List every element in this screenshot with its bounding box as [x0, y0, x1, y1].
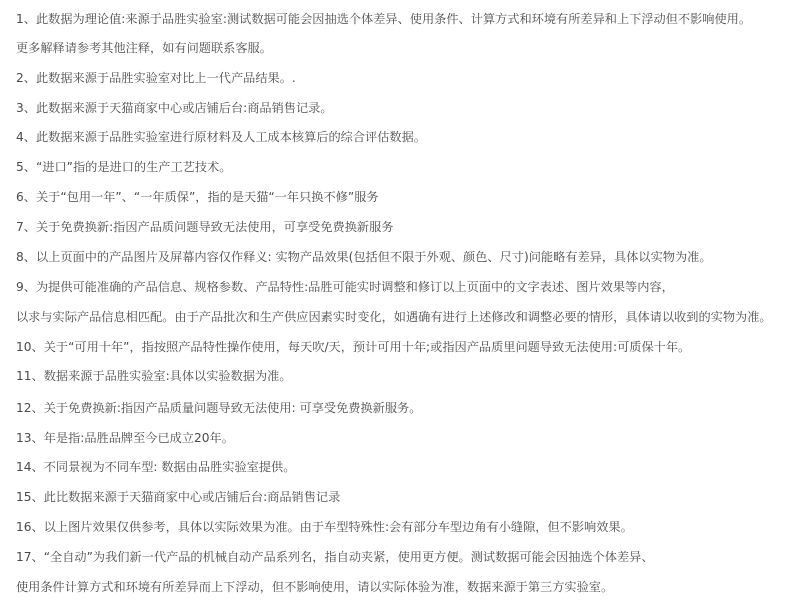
note-line-15: 15、此比数据来源于天猫商家中心或店铺后台:商品销售记录 — [16, 490, 341, 504]
note-line-4: 4、此数据来源于品胜实验室进行原材料及人工成本核算后的综合评估数据。 — [16, 130, 426, 144]
note-line-8: 8、以上页面中的产品图片及屏幕内容仅作释义: 实物产品效果(包括但不限于外观、颜色、尺寸)问能略有差异，具体以实物为准。 — [16, 250, 712, 264]
note-line-13: 13、年是指:品胜品牌至今已成立20年。 — [16, 431, 234, 445]
note-line-17-cont: 使用条件计算方式和环境有所差异而上下浮动，但不影响使用，请以实际体验为准，数据来源于第三方实验室。 — [16, 580, 614, 594]
note-line-1: 1、此数据为理论值:来源于品胜实验室:测试数据可能会因抽选个体差异、使用条件、计算方式和环境有所差异和上下浮动但不影响使用。 — [16, 12, 752, 26]
note-line-3: 3、此数据来源于天猫商家中心或店铺后台:商品销售记录。 — [16, 101, 333, 115]
note-line-6: 6、关于“包用一年”、“一年质保”，指的是天猫“一年只换不修”服务 — [16, 190, 379, 204]
note-line-9: 9、为提供可能准确的产品信息、规格参数、产品特性:品胜可能实时调整和修订以上页面中的文字表述、图片效果等内容， — [16, 280, 674, 294]
note-line-7: 7、关于免费换新:指因产品质问题导致无法使用，可享受免费换新服务 — [16, 220, 394, 234]
note-line-10: 10、关于“可用十年”，指按照产品特性操作使用，每天吹/天，预计可用十年;或指因产品质里问题导致无法使用:可质保十年。 — [16, 340, 691, 354]
note-line-14: 14、不同景视为不同车型: 数据由品胜实验室提供。 — [16, 460, 296, 474]
note-line-9-cont: 以求与实际产品信息相匹配。由于产品批次和生产供应因素实时变化，如遇确有进行上述修改和调整必要的情形，具体请以收到的实物为准。 — [16, 310, 772, 324]
note-line-11: 11、数据来源于品胜实验室:具体以实验数据为准。 — [16, 369, 292, 383]
note-line-1-cont: 更多解释请参考其他注释，如有问题联系客服。 — [16, 41, 272, 55]
note-line-17: 17、“全自动”为我们新一代产品的机械自动产品系列名，指自动夹紧，使用更方便。测试数据可能会因抽选个体差异、 — [16, 550, 654, 564]
note-line-12: 12、关于免费换新:指因产品质量问题导致无法使用: 可享受免费换新服务。 — [16, 401, 422, 415]
note-line-2: 2、此数据来源于品胜实验室对比上一代产品结果。. — [16, 71, 296, 85]
note-line-5: 5、“进口”指的是进口的生产工艺技术。 — [16, 160, 232, 174]
note-line-16: 16、以上图片效果仅供参考，具体以实际效果为准。由于车型特殊性:会有部分车型边角有小缝隙，但不影响效果。 — [16, 520, 633, 534]
